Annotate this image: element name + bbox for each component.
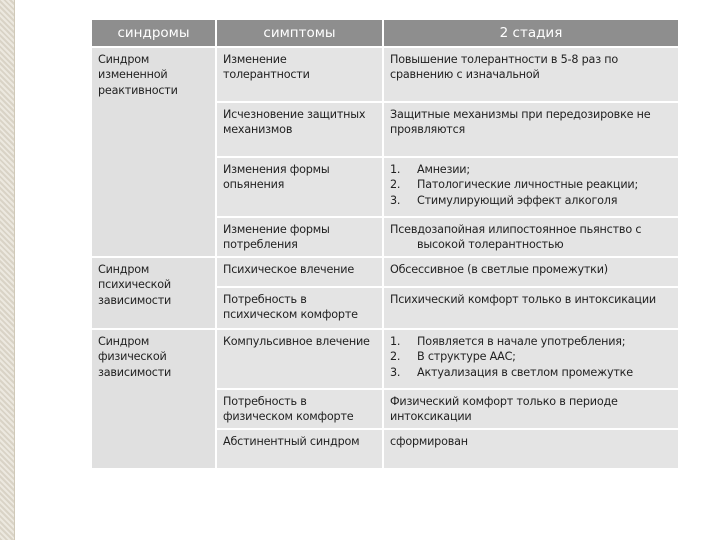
list-text: Появляется в начале употребления; (417, 335, 626, 348)
list-number: 3. (390, 365, 401, 379)
list-number: 3. (390, 193, 401, 207)
header-stage-2: 2 стадия (384, 20, 678, 46)
list-item (390, 162, 672, 177)
stages-table (90, 18, 680, 470)
syndrome-cell: Синдром физической зависимости (92, 330, 215, 468)
list-item (390, 349, 672, 364)
symptom-cell: Компульсивное влечение (217, 330, 382, 388)
list-text: Актуализация в светлом промежутке (417, 365, 633, 379)
list-number: 2. (390, 350, 401, 364)
symptom-cell: Психическое влечение (217, 258, 382, 286)
stage2-cell: Физический комфорт только в периоде интоксикации (384, 390, 678, 428)
table-row (92, 258, 678, 286)
symptom-cell: Исчезновение защитных механизмов (217, 103, 382, 156)
list-item (390, 365, 672, 380)
symptom-cell: Абстинентный синдром (217, 430, 382, 468)
stage2-cell: Защитные механизмы при передозировке не проявляются (384, 103, 678, 156)
stage2-text: Псевдозапойная илипостоянное пьянство с высокой толерантностью (390, 223, 642, 252)
list-number: 2. (390, 178, 401, 192)
list-item (390, 177, 672, 192)
syndrome-cell: Синдром измененной реактивности (92, 48, 215, 256)
list-item (390, 193, 672, 208)
header-syndromes: синдромы (92, 20, 215, 46)
decorative-side-strip (0, 0, 15, 540)
symptom-cell: Изменения формы опьянения (217, 158, 382, 216)
symptom-cell: Потребность в психическом комфорте (217, 288, 382, 328)
stage2-cell: сформирован (384, 430, 678, 468)
list-text: В структуре ААС; (417, 350, 516, 364)
list-text: Патологические личностные реакции; (417, 178, 639, 192)
stage2-cell: Психический комфорт только в интоксикации (384, 288, 678, 328)
syndrome-cell: Синдром психической зависимости (92, 258, 215, 328)
list-item (390, 334, 672, 349)
symptom-cell: Потребность в физическом комфорте (217, 390, 382, 428)
stage2-cell (384, 158, 678, 216)
list-text: Стимулирующий эффект алкоголя (417, 193, 618, 207)
symptom-cell: Изменение формы потребления (217, 218, 382, 256)
stage2-cell: Повышение толерантности в 5-8 раз по сравнению с изначальной (384, 48, 678, 101)
list-number: 1. (390, 163, 401, 176)
list-number: 1. (390, 335, 401, 348)
stage2-cell: Обсессивное (в светлые промежутки) (384, 258, 678, 286)
stage2-cell (384, 330, 678, 388)
list-text: Амнезии; (417, 163, 470, 176)
stage2-cell (384, 218, 678, 256)
table-row (92, 330, 678, 388)
stage2-list (390, 334, 672, 380)
table-row (92, 48, 678, 101)
header-symptoms: симптомы (217, 20, 382, 46)
symptom-cell: Изменение толерантности (217, 48, 382, 101)
table-header-row (92, 20, 678, 46)
stage2-list (390, 162, 672, 208)
